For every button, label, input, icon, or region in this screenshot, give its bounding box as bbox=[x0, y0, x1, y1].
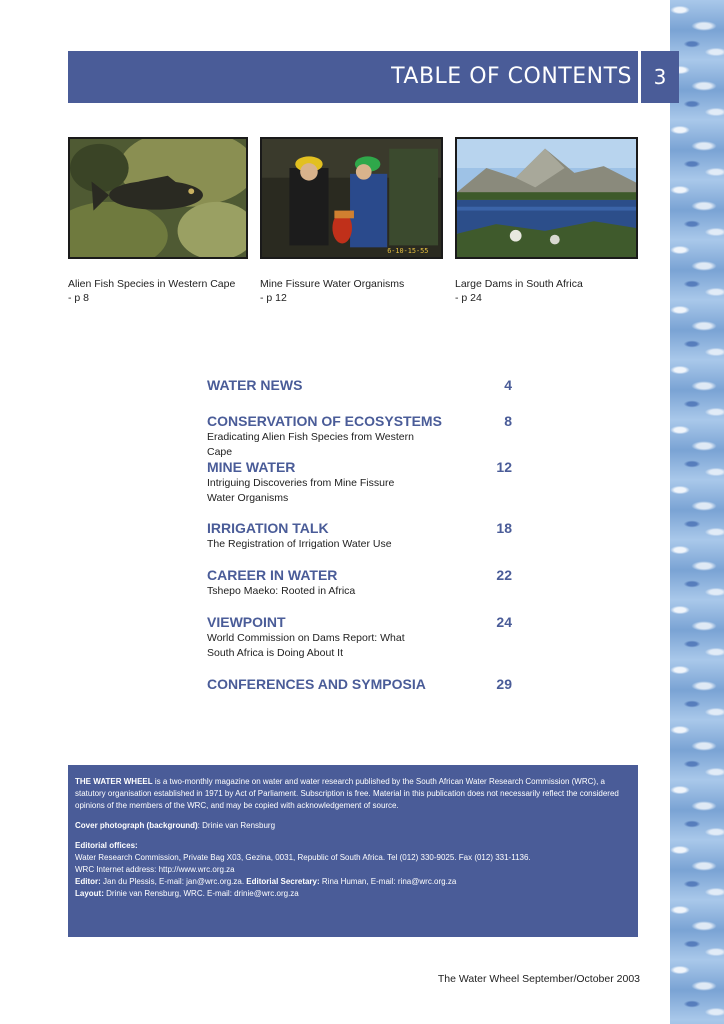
toc-page-number: 22 bbox=[496, 567, 512, 583]
toc-title: MINE WATER bbox=[207, 459, 296, 475]
toc-description: World Commission on Dams Report: What South Africa is Doing About It bbox=[207, 632, 405, 659]
toc-entry-conservation[interactable] bbox=[207, 412, 512, 460]
publication-info-box bbox=[68, 765, 638, 937]
caption-dams bbox=[455, 277, 583, 305]
caption-mine bbox=[260, 277, 404, 305]
layout-value: Drinie van Rensburg, WRC. E-mail: drinie@wrc.org.za bbox=[103, 889, 299, 898]
toc-description: Tshepo Maeko: Rooted in Africa bbox=[207, 585, 356, 597]
toc-title: CONFERENCES AND SYMPOSIA bbox=[207, 676, 426, 692]
toc-description: The Registration of Irrigation Water Use bbox=[207, 538, 392, 550]
secretary-value: Rina Human, E-mail: rina@wrc.org.za bbox=[319, 877, 457, 886]
toc-title: WATER NEWS bbox=[207, 377, 303, 393]
layout-label: Layout: bbox=[75, 889, 104, 898]
caption-page: - p 12 bbox=[260, 292, 287, 304]
toc-title: CAREER IN WATER bbox=[207, 567, 338, 583]
caption-fish bbox=[68, 277, 235, 305]
toc-entry-conferences[interactable] bbox=[207, 675, 512, 693]
toc-page-number: 12 bbox=[496, 459, 512, 475]
toc-entry-water-news[interactable] bbox=[207, 376, 512, 394]
editor-value: Jan du Plessis, E-mail: jan@wrc.org.za. bbox=[100, 877, 247, 886]
toc-entry-irrigation[interactable] bbox=[207, 519, 512, 552]
cover-value: : Drinie van Rensburg bbox=[197, 821, 276, 830]
fish-photo bbox=[68, 137, 248, 259]
toc-entry-viewpoint[interactable] bbox=[207, 613, 512, 661]
toc-page-number: 24 bbox=[496, 614, 512, 630]
caption-title: Mine Fissure Water Organisms bbox=[260, 278, 405, 290]
intro-paragraph bbox=[75, 776, 631, 812]
intro-text: is a two-monthly magazine on water and water research published by the South African Water Research Commission (WRC), a statutory organisation established in 1971 by Act of Parliament. Subscription is free. Material in this publication does not necessarily reflect the considered opinions of the members of the WRC, and may be copied with acknowledgement of source. bbox=[75, 777, 619, 810]
offices-web: WRC Internet address: http://www.wrc.org.za bbox=[75, 865, 235, 874]
offices-label: Editorial offices: bbox=[75, 841, 138, 850]
cover-label: Cover photograph (background) bbox=[75, 821, 198, 830]
footer-issue: The Water Wheel September/October 2003 bbox=[437, 973, 640, 985]
toc-title: CONSERVATION OF ECOSYSTEMS bbox=[207, 413, 442, 429]
secretary-label: Editorial Secretary: bbox=[246, 877, 320, 886]
caption-title: Alien Fish Species in Western Cape bbox=[68, 278, 236, 290]
toc-page-number: 29 bbox=[496, 676, 512, 692]
toc-description: Intriguing Discoveries from Mine Fissure Water Organisms bbox=[207, 477, 395, 504]
toc-title: VIEWPOINT bbox=[207, 614, 286, 630]
cover-credit bbox=[75, 820, 631, 832]
toc-page-number: 4 bbox=[504, 377, 512, 393]
page-number: 3 bbox=[639, 51, 679, 103]
photo-date-stamp: 6-10-15-55 bbox=[387, 247, 429, 256]
offices-address: Water Research Commission, Private Bag X03, Gezina, 0031, Republic of South Africa. Tel (012) 330-9025. Fax (012) 331-1136. bbox=[75, 853, 531, 862]
caption-page: - p 8 bbox=[68, 292, 90, 304]
caption-page: - p 24 bbox=[455, 292, 482, 304]
page-title: TABLE OF CONTENTS bbox=[391, 64, 632, 89]
toc-entry-mine-water[interactable] bbox=[207, 458, 512, 506]
caption-title: Large Dams in South Africa bbox=[455, 278, 583, 290]
toc-description: Eradicating Alien Fish Species from Western Cape bbox=[207, 431, 414, 458]
toc-page-number: 8 bbox=[504, 413, 512, 429]
dam-photo bbox=[455, 137, 638, 259]
water-texture-strip bbox=[670, 0, 724, 1024]
toc-entry-career[interactable] bbox=[207, 566, 512, 599]
editorial-offices bbox=[75, 840, 631, 900]
editor-label: Editor: bbox=[75, 877, 101, 886]
toc-title: IRRIGATION TALK bbox=[207, 520, 329, 536]
toc-page-number: 18 bbox=[496, 520, 512, 536]
miners-photo bbox=[260, 137, 443, 259]
magazine-name: THE WATER WHEEL bbox=[75, 777, 153, 786]
